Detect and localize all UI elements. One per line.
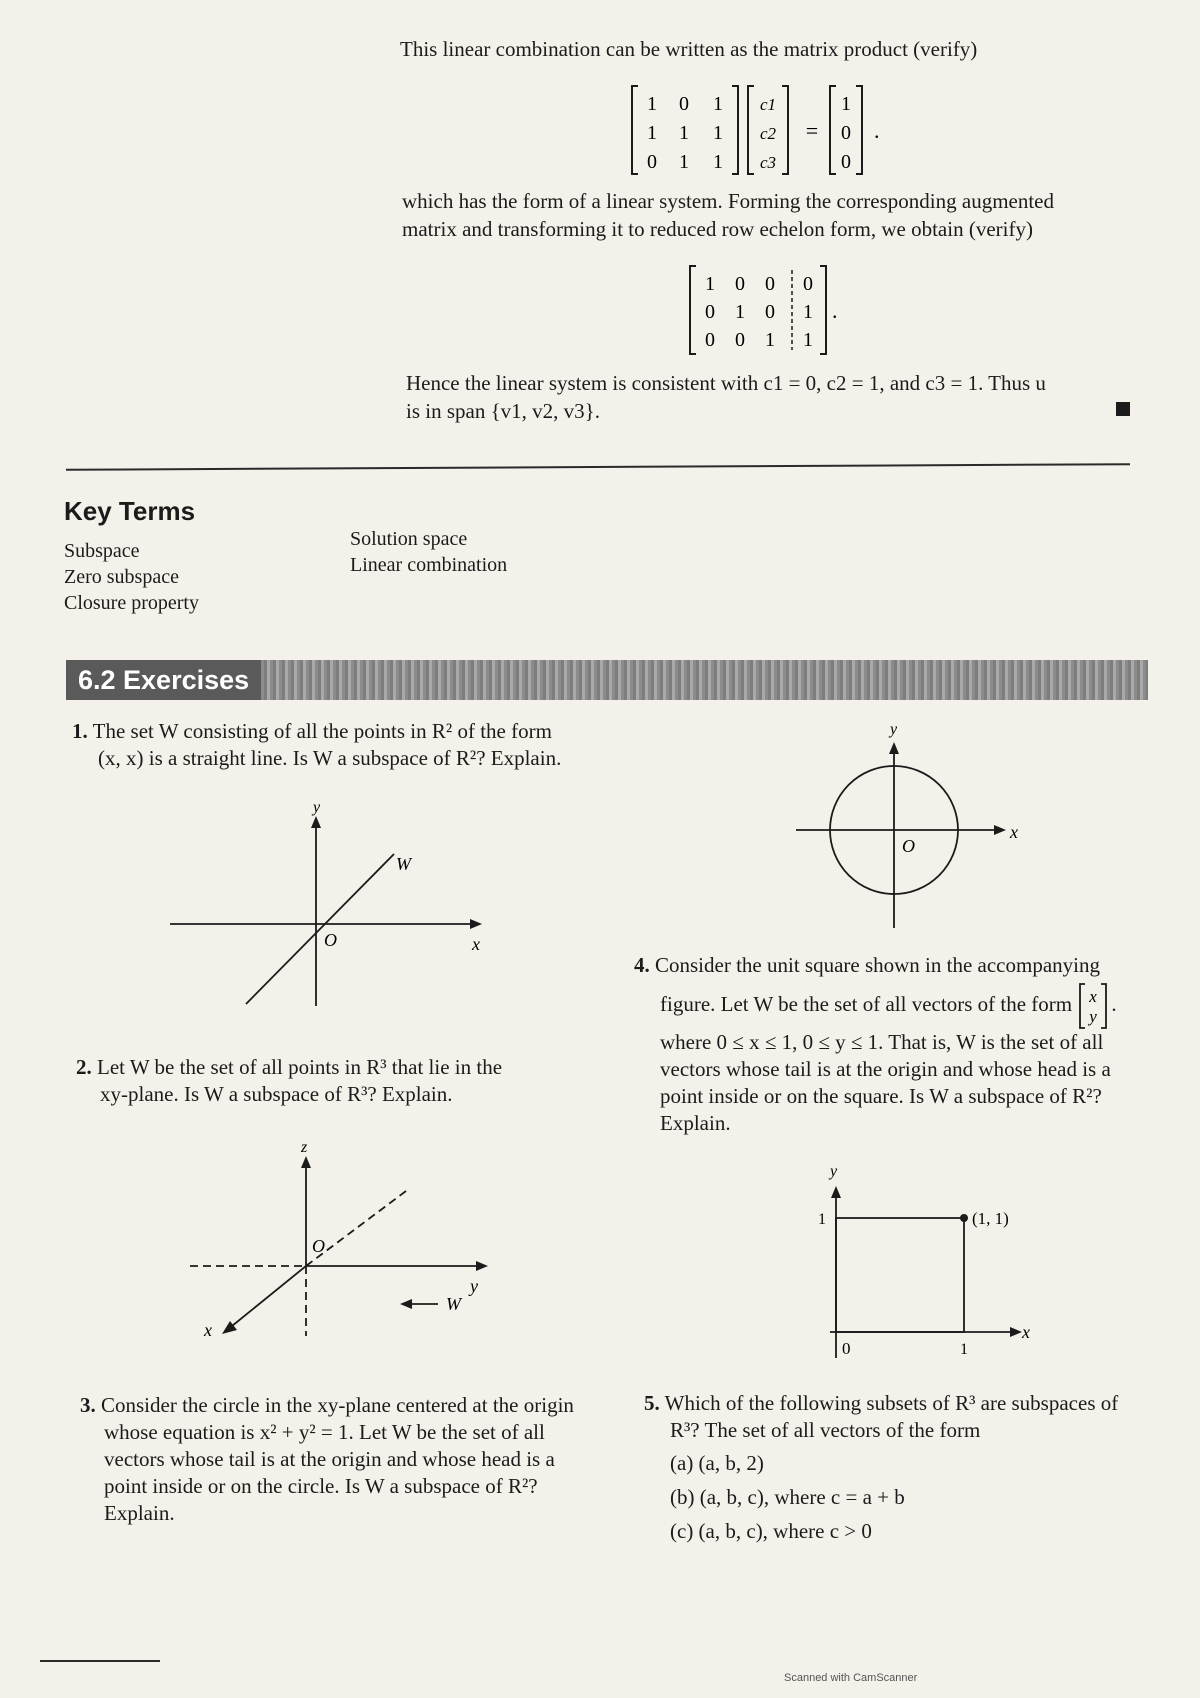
exercise-text: whose equation is x² + y² = 1. Let W be the set of all: [104, 1420, 545, 1444]
matrix-a-cell: 1: [679, 151, 689, 173]
paragraph-line: Hence the linear system is consistent with c1 = 0, c2 = 1, and c3 = 1. Thus u: [406, 371, 1046, 395]
exercise-text: vectors whose tail is at the origin and whose head is a: [660, 1057, 1111, 1081]
exercise-number: 3.: [80, 1393, 96, 1417]
exercise-text: Explain.: [660, 1111, 731, 1135]
vector-b-entry: 1: [841, 93, 851, 115]
axis-label-z: z: [301, 1140, 308, 1156]
exercise-number: 1.: [72, 719, 88, 743]
svg-text:.: .: [832, 298, 838, 323]
rref-cell: 0: [705, 301, 715, 323]
tick-label-x: 1: [960, 1341, 968, 1358]
exercise-text: xy-plane. Is W a subspace of R³? Explain.: [100, 1082, 453, 1106]
rref-cell: 0: [705, 329, 715, 351]
exercise-item: (b) (a, b, c), where c = a + b: [670, 1485, 905, 1509]
equals-sign: =: [805, 118, 819, 143]
key-term: Zero subspace: [64, 566, 179, 588]
exercise-4: 4. Consider the unit square shown in the accompanying figure. Let W be the set of all vectors of the form x y . where 0 ≤ x ≤ 1, 0 ≤ y ≤ 1. That is, W is the set of all vectors whose tail is at the origin and whose head is a point inside or on the square. Is W a subspace of R²? Explain.: [634, 952, 1154, 1137]
exercise-text: point inside or on the circle. Is W a subspace of R²?: [104, 1474, 538, 1498]
column-vector-xy: [1077, 982, 1111, 1030]
exercises-section-title: 6.2 Exercises: [66, 660, 261, 700]
vector-c-entry: c1: [759, 95, 777, 114]
exercise-number: 5.: [644, 1391, 660, 1415]
exercise-text: The set W consisting of all the points in R² of the form: [92, 719, 552, 743]
vector-c-entry: c3: [759, 153, 777, 172]
axis-label-x: x: [1022, 1322, 1030, 1342]
matrix-a-cell: 0: [679, 93, 689, 115]
rref-cell: 0: [735, 273, 745, 295]
key-terms-title: Key Terms: [64, 496, 196, 526]
key-term: Linear combination: [350, 554, 508, 576]
figure-unit-circle: [790, 718, 1030, 928]
section-divider: [66, 463, 1130, 471]
rref-cell: 1: [803, 301, 813, 323]
axis-label-y: y: [470, 1276, 478, 1296]
exercises-header-band: [66, 660, 1148, 700]
rref-cell: 0: [765, 273, 775, 295]
svg-text:y: y: [1089, 1007, 1098, 1027]
axis-label-x: x: [472, 934, 480, 954]
matrix-a-cell: 0: [647, 151, 657, 173]
paragraph-line: matrix and transforming it to reduced row echelon form, we obtain (verify): [402, 217, 1033, 241]
tick-label-y: 1: [818, 1211, 826, 1228]
vector-b-entry: 0: [841, 151, 851, 173]
exercise-number: 4.: [634, 953, 650, 977]
paragraph-line: is in span {v1, v2, v3}.: [406, 399, 600, 423]
figure-xy-plane-in-r3: [180, 1140, 510, 1340]
corner-label: (1, 1): [972, 1209, 1009, 1228]
key-terms-column-2: [350, 526, 507, 578]
origin-label: O: [902, 836, 915, 856]
matrix-a-cell: 1: [713, 93, 723, 115]
axis-label-x: x: [204, 1320, 212, 1340]
exercise-text: (x, x) is a straight line. Is W a subspace of R²? Explain.: [98, 746, 562, 770]
matrix-equation: [630, 80, 900, 180]
exercise-5: [644, 1390, 1164, 1545]
key-terms-column-1: [64, 538, 199, 616]
exercise-text: figure. Let W be the set of all vectors of the form: [660, 992, 1073, 1016]
exercise-item: (c) (a, b, c), where c > 0: [670, 1519, 872, 1543]
rref-cell: 0: [803, 273, 813, 295]
axis-label-y: y: [890, 721, 898, 738]
origin-label: O: [312, 1236, 325, 1256]
figure-unit-square: [800, 1158, 1040, 1368]
matrix-a-cell: 1: [679, 122, 689, 144]
matrix-a-cell: 1: [713, 122, 723, 144]
matrix-a-cell: 1: [713, 151, 723, 173]
rref-cell: 1: [803, 329, 813, 351]
exercise-text: Let W be the set of all points in R³ that lie in the: [97, 1055, 503, 1079]
footer-rule: [40, 1660, 160, 1662]
exercise-number: 2.: [76, 1055, 92, 1079]
end-of-proof-icon: [1116, 402, 1130, 416]
rref-cell: 1: [765, 329, 775, 351]
rref-cell: 1: [705, 273, 715, 295]
exercise-text: Consider the circle in the xy-plane centered at the origin: [101, 1393, 574, 1417]
exercise-2: [76, 1054, 616, 1108]
matrix-a-cell: 1: [647, 122, 657, 144]
exercise-text: vectors whose tail is at the origin and whose head is a: [104, 1447, 555, 1471]
exercise-text: Explain.: [104, 1501, 175, 1525]
svg-text:x: x: [1089, 987, 1098, 1007]
scanner-watermark: Scanned with CamScanner: [784, 1672, 918, 1684]
exercise-text: where 0 ≤ x ≤ 1, 0 ≤ y ≤ 1. That is, W is the set of all: [660, 1030, 1104, 1054]
key-term: Solution space: [350, 528, 468, 550]
origin-label: 0: [842, 1339, 851, 1358]
axis-label-x: x: [1010, 822, 1018, 842]
exercise-1: [72, 718, 612, 772]
exercise-text: R³? The set of all vectors of the form: [670, 1418, 981, 1442]
figure-line-through-origin: [170, 800, 500, 1010]
axis-label-y: y: [313, 800, 321, 816]
example-intro: This linear combination can be written as the matrix product (verify): [400, 37, 978, 61]
vector-b-entry: 0: [841, 122, 851, 144]
exercise-text: Consider the unit square shown in the accompanying: [655, 953, 1100, 977]
rref-cell: 0: [735, 329, 745, 351]
exercise-item: (a) (a, b, 2): [670, 1451, 764, 1475]
matrix-a-cell: 1: [647, 93, 657, 115]
set-label-w: W: [446, 1294, 461, 1314]
key-term: Closure property: [64, 592, 199, 614]
axis-label-y: y: [830, 1163, 838, 1180]
rref-cell: 0: [765, 301, 775, 323]
rref-cell: 1: [735, 301, 745, 323]
exercise-3: [80, 1392, 640, 1527]
rref-matrix: [688, 262, 848, 358]
exercise-text: point inside or on the square. Is W a subspace of R²?: [660, 1084, 1102, 1108]
exercise-text: Which of the following subsets of R³ are subspaces of: [664, 1391, 1119, 1415]
set-label-w: W: [396, 854, 411, 874]
origin-label: O: [324, 930, 337, 950]
svg-text:.: .: [874, 118, 880, 143]
key-term: Subspace: [64, 540, 140, 562]
paragraph-line: which has the form of a linear system. Forming the corresponding augmented: [402, 189, 1055, 213]
vector-c-entry: c2: [759, 124, 777, 143]
